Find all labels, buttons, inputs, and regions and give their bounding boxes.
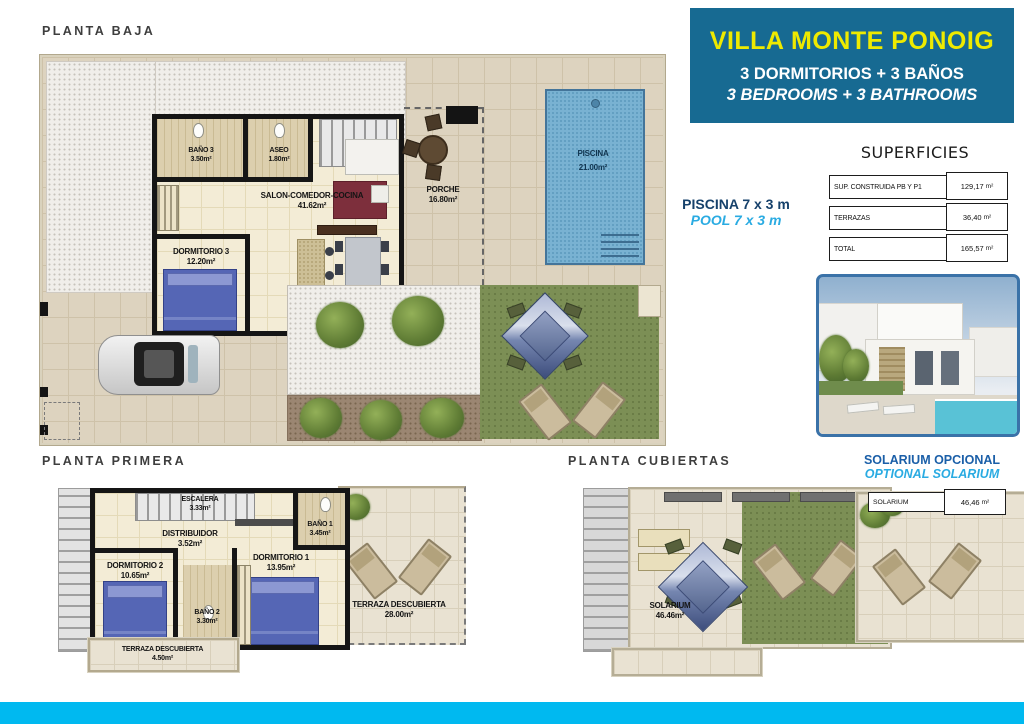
room-label-terraza28: TERRAZA DESCUBIERTA 28.00m² [352, 600, 446, 619]
solarium-note-spanish: SOLARIUM OPCIONAL [863, 453, 1001, 467]
pool-drain-icon [591, 99, 600, 108]
bed-icon [247, 577, 319, 645]
closet-icon [237, 565, 251, 645]
stairwell-below [583, 488, 632, 652]
room-label-bano2: BAÑO 2 3.30m² [194, 609, 220, 625]
roof-vent [800, 492, 858, 502]
bed-icon [103, 581, 167, 645]
gate-mark [40, 302, 48, 316]
stair-landing [235, 519, 293, 526]
toilet-icon [320, 497, 331, 512]
planta-primera-plan [58, 480, 468, 676]
pool-note-english: POOL 7 x 3 m [690, 212, 782, 228]
terraza-450 [88, 638, 239, 672]
header-banner [690, 8, 1014, 123]
room-label-aseo: ASEO 1.80m² [268, 147, 290, 163]
gate-mark [40, 387, 48, 397]
subtitle-spanish: 3 DORMITORIOS + 3 BAÑOS [740, 64, 964, 83]
lounger-icon [928, 542, 982, 600]
porch-pillar [446, 106, 478, 124]
chair-icon [335, 241, 343, 252]
tv-unit-icon [317, 225, 377, 235]
first-floor-house [90, 488, 350, 650]
room-label-dormitorio2: DORMITORIO 2 10.65m² [106, 561, 164, 580]
entry-dashed-area [44, 402, 80, 440]
porch-chair-icon [425, 114, 443, 132]
superficies-value: 129,17 m² [946, 172, 1008, 200]
superficies-row: SUP. CONSTRUIDA PB Y P1 [829, 175, 1001, 199]
villa-title: VILLA MONTE PONOIG [709, 26, 995, 55]
superficies-row: TOTAL [829, 237, 1001, 261]
wall [245, 234, 250, 331]
chair-icon [381, 241, 389, 252]
room-label-porche: PORCHE 16.80m² [426, 185, 460, 204]
planta-baja-plan [40, 55, 665, 445]
superficies-title: SUPERFICIES [860, 143, 970, 162]
dirt-patch [287, 395, 482, 441]
chair-icon [335, 264, 343, 275]
lounger-icon [518, 383, 572, 441]
roof-vent [664, 492, 722, 502]
subtitle-english: 3 BEDROOMS + 3 BATHROOMS [726, 85, 978, 104]
room-label-terraza450: TERRAZA DESCUBIERTA 4.50m² [121, 646, 204, 662]
bush-icon [300, 398, 342, 438]
solarium-note [856, 453, 1008, 481]
wall [157, 234, 250, 239]
gravel-area [46, 61, 156, 293]
wall [293, 545, 345, 550]
planta-primera-title: PLANTA PRIMERA [42, 454, 187, 468]
sofa-icon [345, 139, 399, 175]
room-label-bano1: BAÑO 1 3.45m² [307, 521, 333, 537]
planta-cubiertas-title: PLANTA CUBIERTAS [568, 454, 732, 468]
bush-icon [392, 296, 444, 346]
lounger-icon [344, 542, 398, 600]
superficies-value: 165,57 m² [946, 234, 1008, 262]
lounger-icon [398, 538, 452, 596]
superficies-row: TERRAZAS [829, 206, 1001, 230]
stool-icon [325, 247, 334, 256]
room-label-bano3: BAÑO 3 3.50m² [188, 147, 214, 163]
roof-terrace [628, 487, 892, 649]
porch-table-icon [418, 135, 448, 165]
porch-chair-icon [425, 164, 442, 181]
room-label-distribuidor: DISTRIBUIDOR 3.52m² [162, 529, 218, 548]
lounger-icon [572, 381, 626, 439]
room-label-dormitorio1: DORMITORIO 1 13.95m² [252, 553, 310, 572]
car-icon [98, 333, 220, 397]
planta-baja-title: PLANTA BAJA [42, 24, 156, 38]
chair-icon [381, 264, 389, 275]
gravel-patch [287, 285, 482, 395]
pool-note-spanish: PISCINA 7 x 3 m [682, 196, 790, 212]
villa-photo [816, 274, 1020, 437]
room-label-solarium: SOLARIUM 46.46m² [649, 601, 691, 620]
pool-steps-icon [601, 229, 639, 257]
room-label-salon: SALON-COMEDOR-COCINA 41.62m² [260, 191, 364, 210]
roof-vent [732, 492, 790, 502]
bush-icon [420, 398, 464, 438]
solarium-note-english: OPTIONAL SOLARIUM [864, 467, 1000, 481]
bottom-accent-bar [0, 702, 1024, 724]
bano2-room [183, 565, 232, 645]
roof-lower-terrace [612, 648, 762, 676]
grass-garden [480, 285, 659, 439]
solarium-table-value: 46,46 m² [944, 489, 1006, 515]
lounger-icon [872, 548, 926, 606]
roof-chair-icon [723, 538, 743, 554]
closet-icon [157, 185, 179, 231]
solarium-table-row: SOLARIUM [868, 492, 1002, 512]
pool [545, 89, 645, 265]
bed-icon [163, 269, 237, 331]
pool-note [660, 196, 812, 228]
terraza-28 [338, 486, 466, 645]
garden-step [638, 285, 661, 317]
toilet-icon [193, 123, 204, 138]
stool-icon [325, 271, 334, 280]
bush-icon [360, 400, 402, 440]
bush-icon [316, 302, 364, 348]
room-label-escalera: ESCALERA 3.33m² [181, 496, 219, 512]
wall [308, 119, 313, 177]
room-label-dormitorio3: DORMITORIO 3 12.20m² [172, 247, 230, 266]
wall [157, 177, 313, 182]
superficies-value: 36,40 m² [946, 203, 1008, 231]
toilet-icon [274, 123, 285, 138]
room-label-piscina: PISCINA 21.00m² [577, 149, 609, 172]
wall [95, 548, 178, 553]
